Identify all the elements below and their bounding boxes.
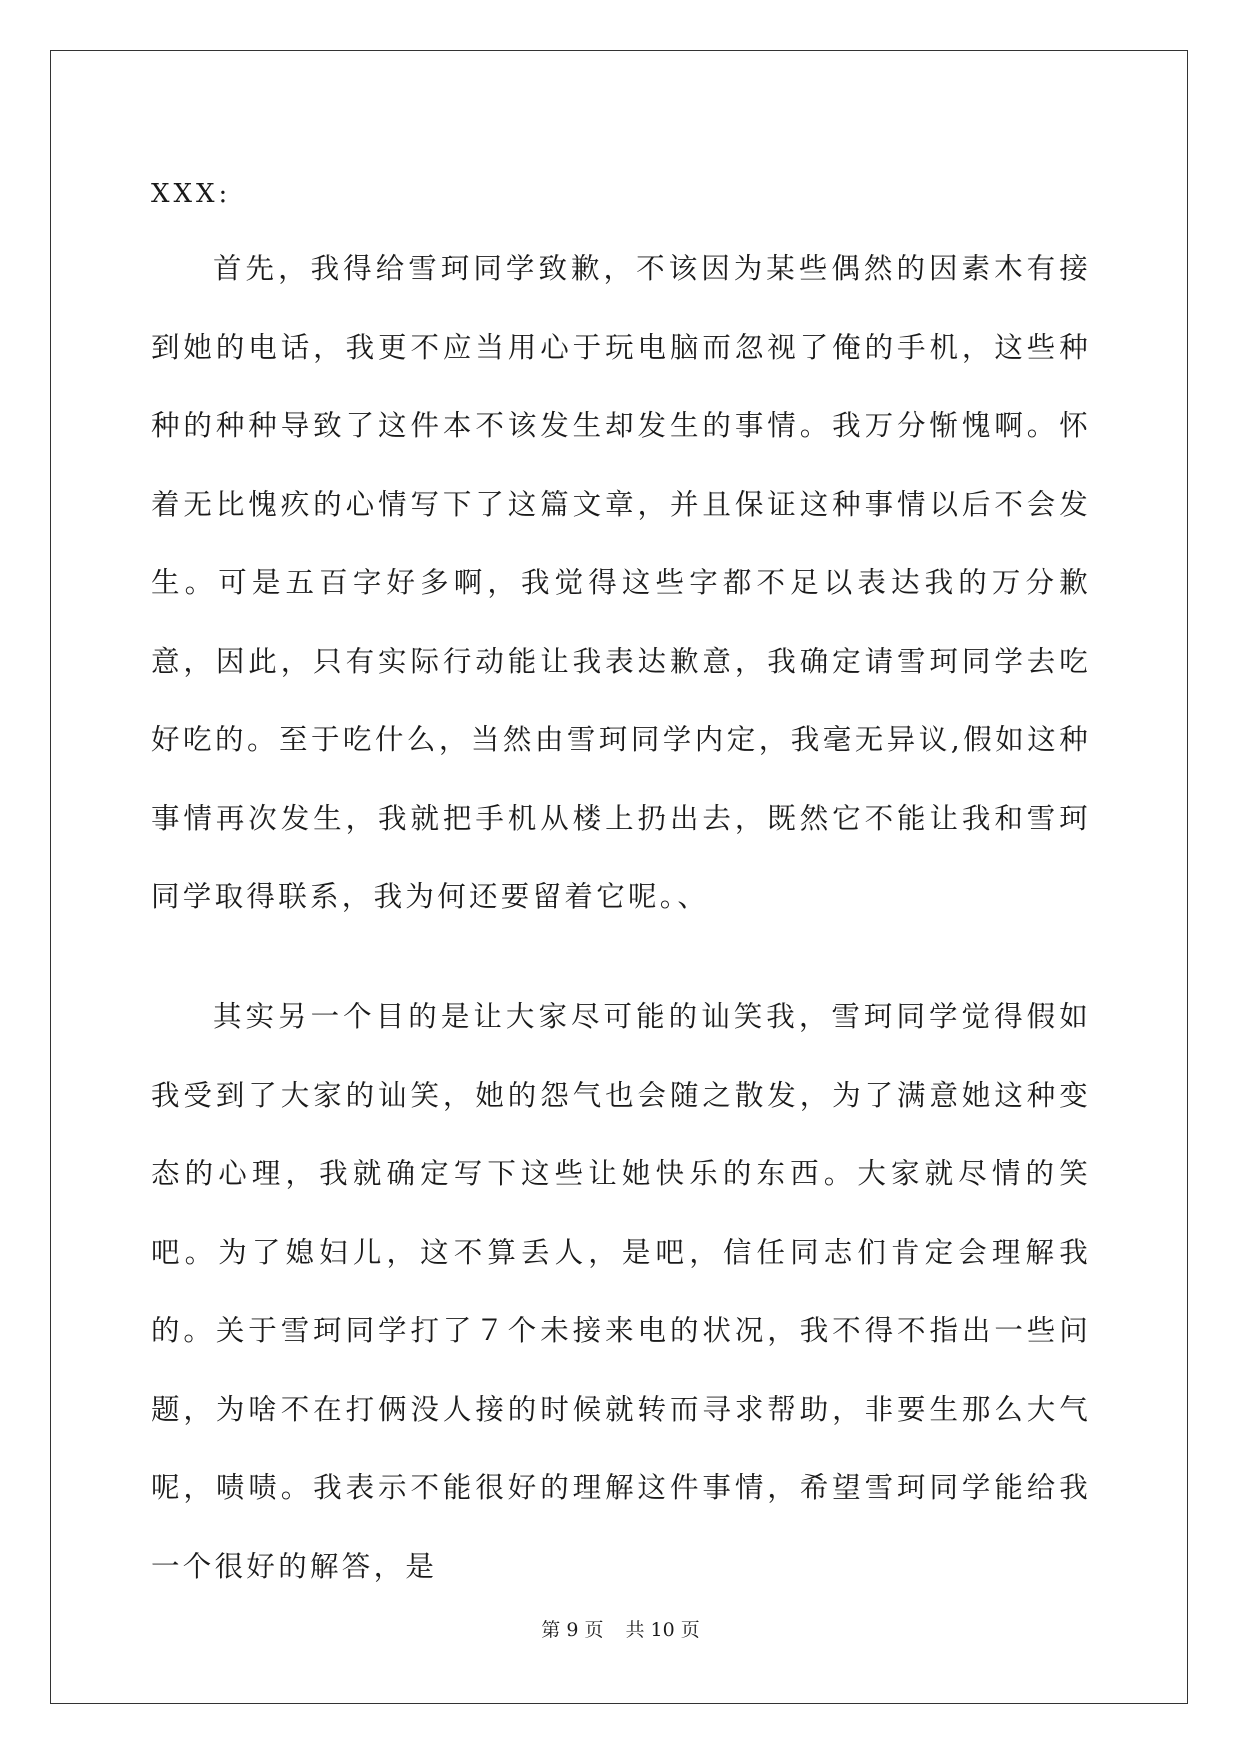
page-total: 共 10 页	[625, 1619, 700, 1641]
page-number: 第 9 页	[541, 1619, 604, 1641]
body-paragraph-1: 首先，我得给雪珂同学致歉，不该因为某些偶然的因素木有接到她的电话，我更不应当用心于玩电脑而忽视了俺的手机，这些种种的种种导致了这件本不该发生却发生的事情。我万分惭愧啊。怀着无比愧疚的心情写下了这篇文章，并且保证这种事情以后不会发生。可是五百字好多啊，我觉得这些字都不足以表达我的万分歉意，因此，只有实际行动能让我表达歉意，我确定请雪珂同学去吃好吃的。至于吃什么，当然由雪珂同学内定，我毫无异议,假如这种事情再次发生，我就把手机从楼上扔出去，既然它不能让我和雪珂同学取得联系，我为何还要留着它呢。、	[151, 252, 1091, 913]
page-footer	[0, 1618, 1241, 1642]
salutation: XXX:	[151, 179, 232, 209]
body-paragraph-2: 其实另一个目的是让大家尽可能的讪笑我，雪珂同学觉得假如我受到了大家的讪笑，她的怨气也会随之散发，为了满意她这种变态的心理，我就确定写下这些让她快乐的东西。大家就尽情的笑吧。为了媳妇儿，这不算丢人，是吧，信任同志们肯定会理解我的。关于雪珂同学打了７个未接来电的状况，我不得不指出一些问题，为啥不在打俩没人接的时候就转而寻求帮助，非要生那么大气呢，啧啧。我表示不能很好的理解这件事情，希望雪珂同学能给我一个很好的解答，是	[151, 1000, 1091, 1583]
